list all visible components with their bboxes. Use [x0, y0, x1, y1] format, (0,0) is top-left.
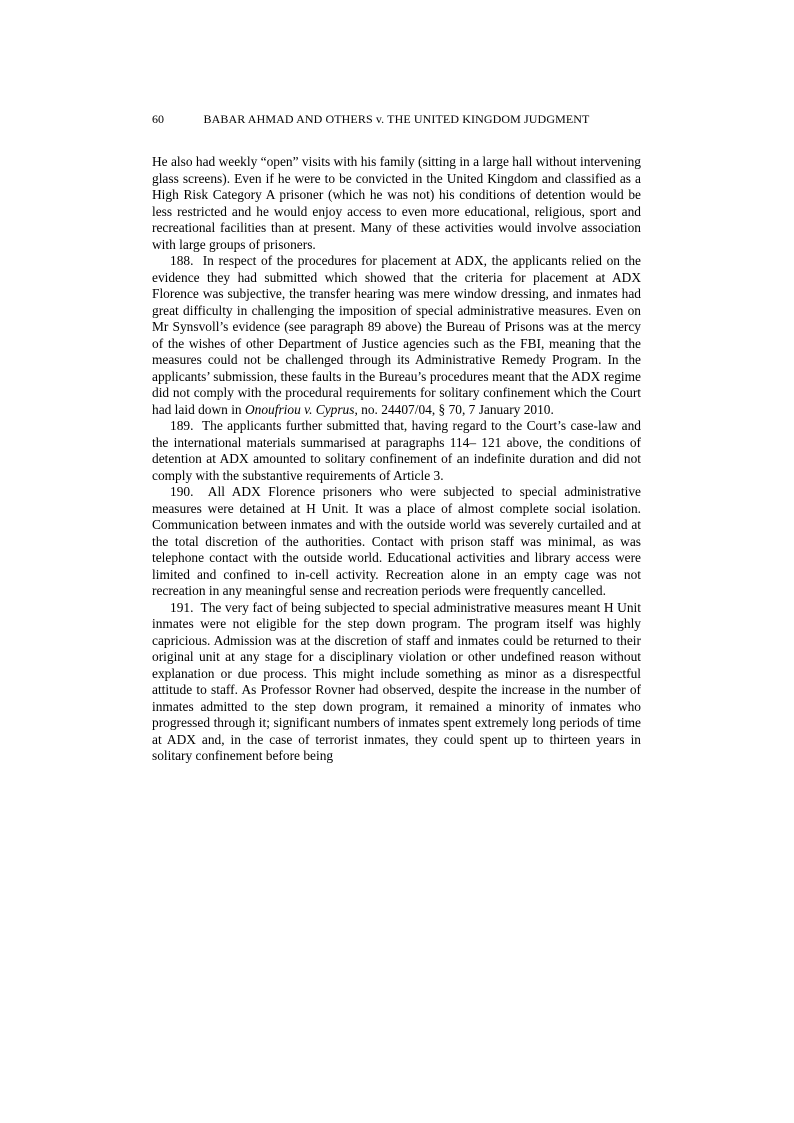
case-citation-italic: Onoufriou v. Cyprus [244, 401, 355, 417]
running-header-title: BABAR AHMAD AND OTHERS v. THE UNITED KINGDOM JUDGMENT [203, 112, 590, 126]
paragraph-188-text-after: , no. 24407/04, § 70, 7 January 2010. [354, 401, 554, 417]
paragraph-191: 191. The very fact of being subjected to special administrative measures meant H Unit inmates were not eligible for the step down program. The program itself was highly capricious. Admission was at the discretion of staff and inmates could be returned to their original unit at any stage for a disciplinary violation or other undefined reason without explanation or due process. This might include something as minor as a disrespectful attitude to staff. As Professor Rovner had observed, despite the increase in the number of inmates admitted to the step down program, it remained a minority of inmates who progressed through it; significant numbers of inmates spent extremely long periods of time at ADX and, in the case of terrorist inmates, they could spent up to thirteen years in solitary confinement before being [152, 599, 641, 763]
running-header [152, 111, 641, 127]
paragraph-190: 190. All ADX Florence prisoners who were subjected to special administrative measures were detained at H Unit. It was a place of almost complete social isolation. Communication between inmates and with the outside world was severely curtailed and at the total discretion of the authorities. Contact with prison staff was minimal, as was telephone contact with the outside world. Educational activities and library access were limited and confined to in-cell activity. Recreation alone in an empty cage was not recreation in any meaningful sense and recreation periods were frequently cancelled. [152, 484, 641, 598]
paragraph-189: 189. The applicants further submitted that, having regard to the Court’s case-law and the international materials summarised at paragraphs 114– 121 above, the conditions of detention at ADX amounted to solitary confinement of an indefinite duration and did not comply with the substantive requirements of Article 3. [152, 418, 641, 483]
paragraph-188 [152, 253, 641, 418]
paragraph-continuation: He also had weekly “open” visits with his family (sitting in a large hall without intervening glass screens). Even if he were to be convicted in the United Kingdom and classified as a High Risk Category A prisoner (which he was not) his conditions of detention would be less restricted and he would enjoy access to even more educational, religious, sport and recreational facilities than at present. Many of these activities would involve association with large groups of prisoners. [152, 154, 641, 252]
page-number: 60 [152, 112, 164, 126]
paragraph-188-text: 188. In respect of the procedures for placement at ADX, the applicants relied on the evidence they had submitted which showed that the criteria for placement at ADX Florence was subjective, the transfer hearing was mere window dressing, and inmates had great difficulty in challenging the imposition of special administrative measures. Even on Mr Synsvoll’s evidence (see paragraph 89 above) the Bureau of Prisons was at the mercy of the wishes of other Department of Justice agencies such as the FBI, meaning that the measures could not be challenged through its Administrative Remedy Program. In the applicants’ submission, these faults in the Bureau’s procedures meant that the ADX regime did not comply with the procedural requirements for solitary confinement which the Court had laid down in [152, 253, 641, 417]
document-body [152, 154, 641, 765]
